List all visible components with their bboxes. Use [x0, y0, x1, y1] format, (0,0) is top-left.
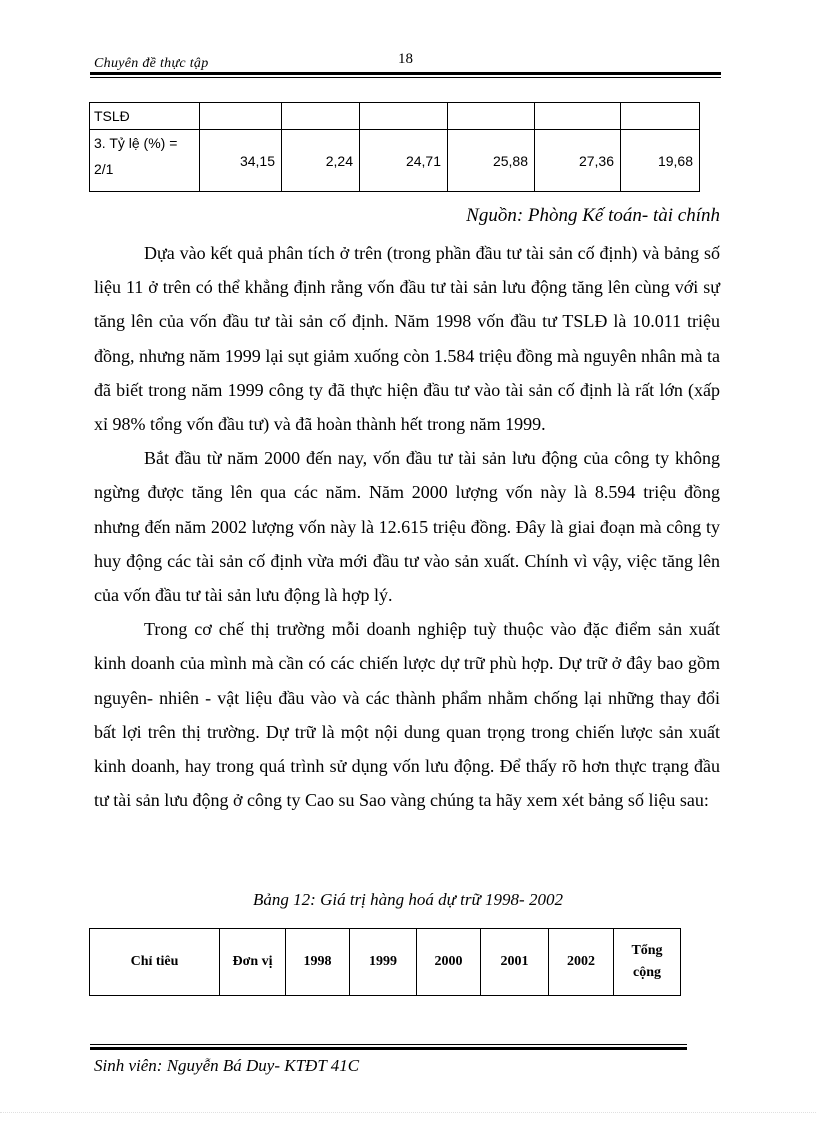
- table-cell: [448, 103, 535, 130]
- column-header: 1998: [286, 929, 350, 996]
- body-text: [94, 236, 720, 817]
- column-header: 2002: [549, 929, 614, 996]
- source-note: Nguồn: Phòng Kế toán- tài chính: [466, 205, 720, 226]
- table-cell: [621, 103, 700, 130]
- page-edge-divider: [0, 1112, 816, 1113]
- paragraph: Dựa vào kết quả phân tích ở trên (trong phần đầu tư tài sản cố định) và bảng số liệu 11 ở trên có thể khẳng định rằng vốn đầu tư tài sản lưu động tăng lên cùng với sự tăng lên của vốn đầu tư tài sản cố định. Năm 1998 vốn đầu tư TSLĐ là 10.011 triệu đồng, nhưng năm 1999 lại sụt giảm xuống còn 1.584 triệu đồng mà nguyên nhân mà ta đã biết trong năm 1999 công ty đã thực hiện đầu tư vào tài sản cố định là rất lớn (xấp xỉ 98% tổng vốn đầu tư) và đã hoàn thành hết trong năm 1999.: [94, 243, 720, 435]
- paragraph: Trong cơ chế thị trường mỗi doanh nghiệp tuỳ thuộc vào đặc điểm sản xuất kinh doanh của mình mà cần có các chiến lược dự trữ phù hợp. Dự trữ ở đây bao gồm nguyên- nhiên - vật liệu đầu vào và các thành phẩm nhằm chống lại những thay đổi bất lợi trên thị trường. Dự trữ là một nội dung quan trọng trong chiến lược sản xuất kinh doanh, hay trong quá trình sử dụng vốn lưu động. Để thấy rõ hơn thực trạng đầu tư tài sản lưu động ở công ty Cao su Sao vàng chúng ta hãy xem xét bảng số liệu sau:: [94, 619, 720, 811]
- top-table: [89, 102, 700, 192]
- header-rule-thin: [90, 77, 721, 78]
- column-header: Đơn vị: [220, 929, 286, 996]
- column-header: 2001: [481, 929, 549, 996]
- footer-rule-thin: [90, 1044, 687, 1045]
- table-row: [90, 130, 700, 192]
- table-cell: 25,88: [448, 130, 535, 192]
- running-footer: Sinh viên: Nguyễn Bá Duy- KTĐT 41C: [94, 1056, 360, 1075]
- table-cell: 24,71: [360, 130, 448, 192]
- page-number: 18: [398, 51, 413, 67]
- table-cell: 34,15: [200, 130, 282, 192]
- row-label: TSLĐ: [90, 103, 200, 130]
- table-cell: [360, 103, 448, 130]
- row-label: 3. Tỷ lệ (%) = 2/1: [90, 130, 200, 192]
- column-header: 2000: [417, 929, 481, 996]
- column-header: Chỉ tiêu: [90, 929, 220, 996]
- header-rule: [90, 72, 721, 75]
- footer-rule: [90, 1047, 687, 1050]
- bottom-table: [89, 928, 681, 996]
- table-header-row: [90, 929, 681, 996]
- running-header: Chuyên đề thực tập: [94, 56, 209, 71]
- column-header: Tổng cộng: [614, 929, 681, 996]
- table-cell: [282, 103, 360, 130]
- table-row: [90, 103, 700, 130]
- table-cell: 2,24: [282, 130, 360, 192]
- table-cell: 19,68: [621, 130, 700, 192]
- table-cell: [200, 103, 282, 130]
- table-cell: [535, 103, 621, 130]
- column-header: 1999: [350, 929, 417, 996]
- paragraph: Bắt đầu từ năm 2000 đến nay, vốn đầu tư tài sản lưu động của công ty không ngừng được tăng lên qua các năm. Năm 2000 lượng vốn này là 8.594 triệu đồng nhưng đến năm 2002 lượng vốn này là 12.615 triệu đồng. Đây là giai đoạn mà công ty huy động các tài sản cố định vừa mới đầu tư vào sản xuất. Chính vì vậy, việc tăng lên của vốn đầu tư tài sản lưu động là hợp lý.: [94, 448, 720, 606]
- table-cell: 27,36: [535, 130, 621, 192]
- table-caption: Bảng 12: Giá trị hàng hoá dự trữ 1998- 2002: [253, 890, 563, 909]
